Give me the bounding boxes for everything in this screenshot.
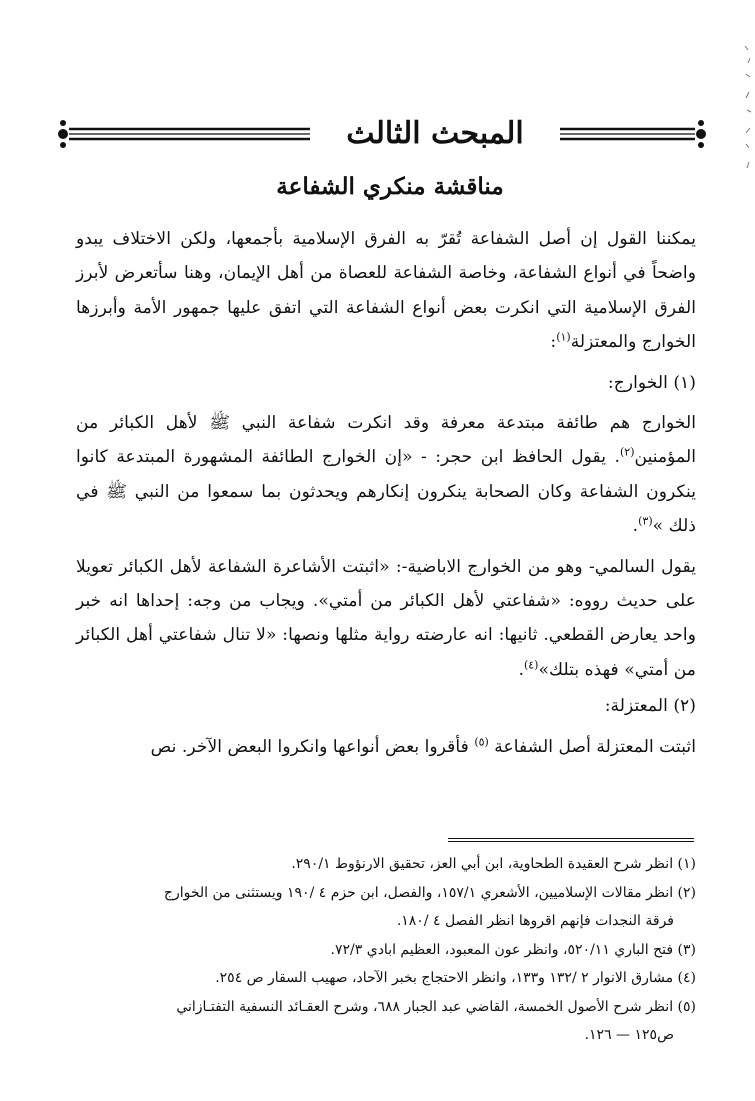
footnote-4: (٤) مشارق الانوار ٢ /١٣٢ و١٣٣، وانظر الاحتجاج بخبر الآحاد، صهيب السقار ص ٢٥٤. <box>215 970 696 986</box>
footnote-5: (٥) انظر شرح الأصول الخمسة، القاضي عبد الجبار ٦٨٨، وشرح العقـائد النسفية التفتـازاني <box>176 998 696 1015</box>
paragraph-text: اثبتت المعتزلة أصل الشفاعة <box>494 736 696 757</box>
footnote-ref: (٢) <box>619 445 635 459</box>
paragraph-salimi <box>76 550 696 688</box>
main-text <box>76 222 696 764</box>
footnote-1: (١) انظر شرح العقيدة الطحاوية، ابن أبي العز، تحقيق الارنؤوط ٢٩٠/١. <box>291 856 696 872</box>
footnote-ref: (٥) <box>474 734 489 748</box>
chapter-header-ornament <box>55 112 710 156</box>
punctuation: : <box>550 332 557 353</box>
footnote-3: (٣) فتح الباري ٥٢٠/١١، وانظر عون المعبود، العظيم ابادي ٧٢/٣. <box>330 941 696 958</box>
footnotes <box>76 850 696 1050</box>
paragraph-mutazila <box>76 730 696 764</box>
paragraph-intro <box>76 222 696 360</box>
paragraph-text: يمكننا القول إن أصل الشفاعة تُقرّ به الفرق الإسلامية بأجمعها، ولكن الاختلاف يبدو واضحاً في أنواع الشفاعة، وخاصة الشفاعة للعصاة من أهل الإيمان، وهنا سأتعرض لأبرز الفرق الإسلامية التي انكرت بعض أنواع الشفاعة التي اتفق عليها جمهور الأمة وأبرزها الخوارج والمعتزلة <box>76 229 696 353</box>
heading-mutazila: (٢) المعتزلة: <box>604 696 696 717</box>
paragraph-text: فأقروا بعض أنواعها وانكروا البعض الآخر. نص <box>150 736 475 757</box>
punctuation: . <box>518 659 524 680</box>
footnote-ref: (٤) <box>523 658 539 672</box>
footnote-ref: (١) <box>556 330 571 344</box>
chapter-title: المبحث الثالث <box>310 112 560 156</box>
footnote-separator <box>448 841 694 842</box>
footnote-2-cont: فرقة النجدات فإنهم اقروها انظر الفصل ٤ /١٨٠. <box>396 913 674 929</box>
heading-khawarij: (١) الخوارج: <box>607 372 696 393</box>
paragraph-text: يقول السالمي- وهو من الخوارج الاباضية-: «اثبتت الأشاعرة الشفاعة لأهل الكبائر تعويلا على حديث رووه: «شفاعتي لأهل الكبائر من أمتي». ويجاب من وجه: إحداها انه خبر واحد يعارض القطعي. ثانيها: انه عارضته رواية مثلها ونصها: «لا تنال شفاعتي أهل الكبائر من أمتي» فهذه بتلك» <box>76 556 696 680</box>
footnote-ref: (٣) <box>638 514 653 528</box>
footnote-5-cont: ص١٢٥ — ١٢٦. <box>584 1027 674 1043</box>
punctuation: . <box>632 516 639 537</box>
paragraph-khawarij <box>76 406 696 544</box>
paragraph-text: . يقول الحافظ ابن حجر: - «إن الخوارج الطائفة المشهورة المبتدعة كانوا ينكرون الشفاعة وكان الصحابة ينكرون إنكارهم ويحدثون بما سمعوا من النبي ﷺ في ذلك » <box>76 447 696 537</box>
paragraph-text: الخوارج هم طائفة مبتدعة معرفة وقد انكرت شفاعة النبي ﷺ لأهل الكبائر من المؤمنين <box>76 413 696 468</box>
scan-edge-mark-icon <box>741 40 755 180</box>
section-subtitle: مناقشة منكري الشفاعة <box>276 173 504 200</box>
footnote-2: (٢) انظر مقالات الإسلاميين، الأشعري ١٥٧/١، والفصل، ابن حزم ٤ /١٩٠ ويستثنى من الخوارج <box>163 884 696 901</box>
footnote-separator <box>448 838 694 839</box>
